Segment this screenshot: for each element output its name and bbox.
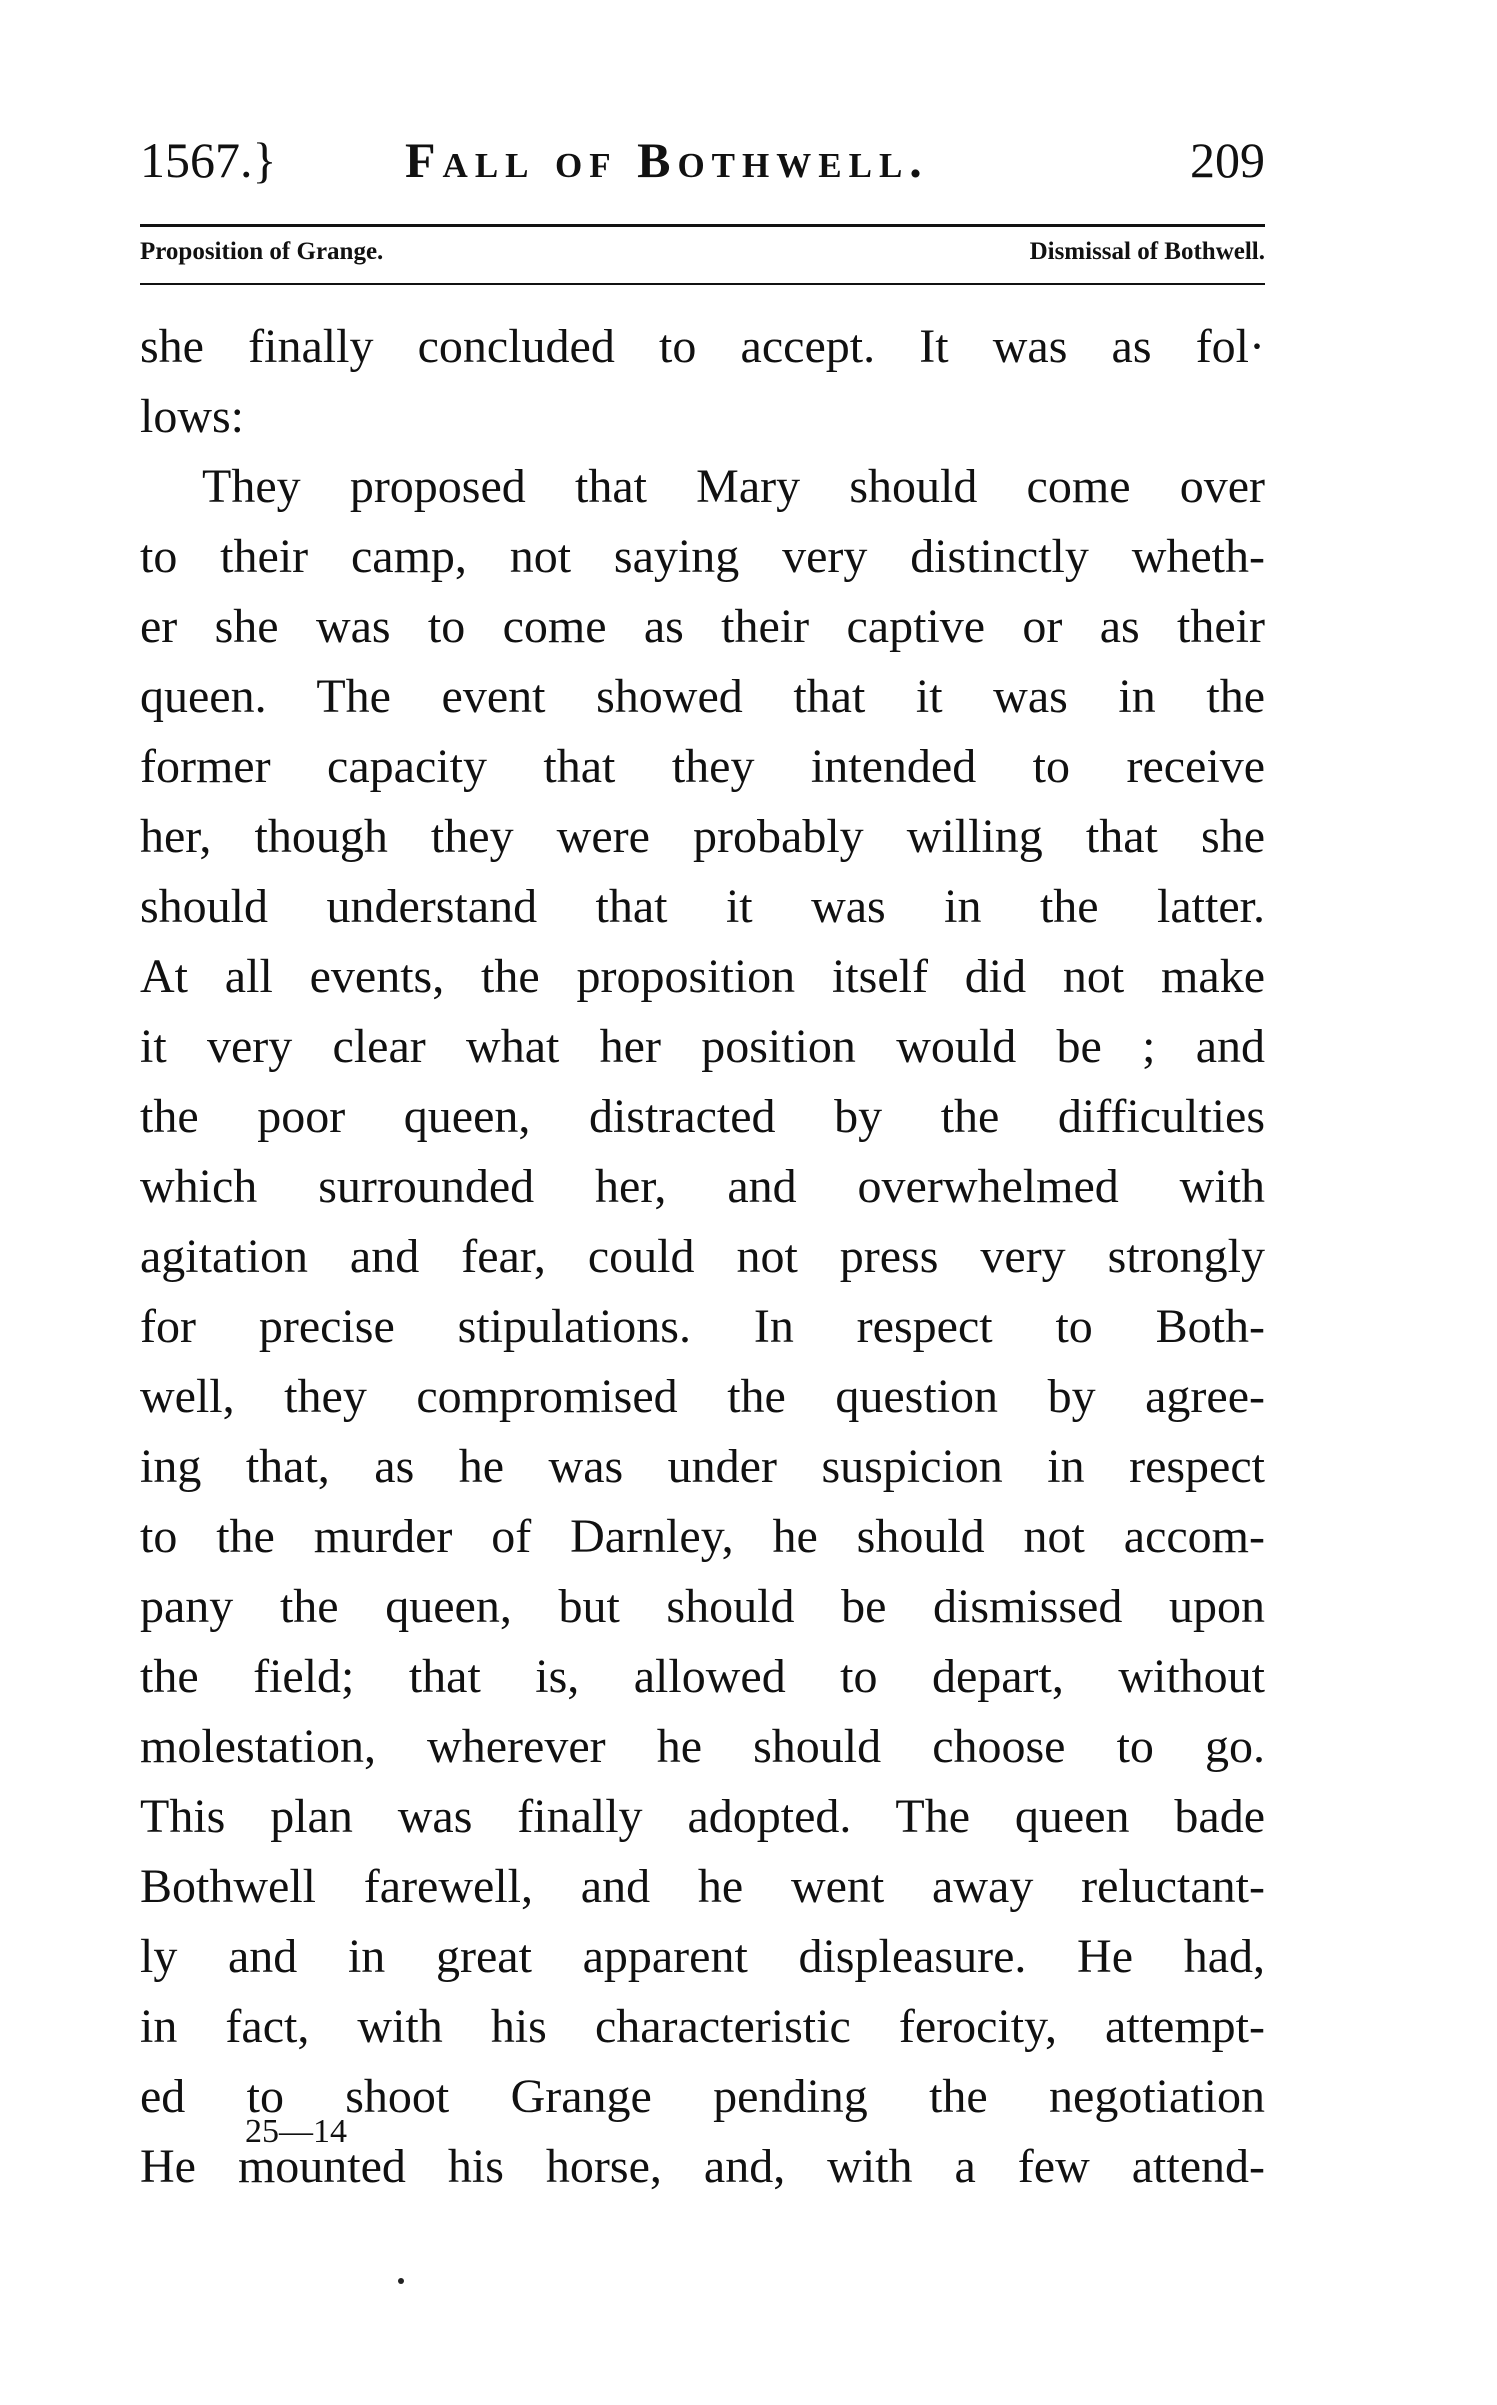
text-line: she finally concluded to accept. It was as fol· <box>140 320 1265 373</box>
text-line: This plan was finally adopted. The queen bade <box>140 1790 1265 1843</box>
sidenote-right: Dismissal of Bothwell. <box>1029 238 1265 265</box>
page-number: 209 <box>1190 132 1265 188</box>
text-line: er she was to come as their captive or as their <box>140 600 1265 653</box>
header-year: 1567.} <box>140 132 277 188</box>
text-line: pany the queen, but should be dismissed upon <box>140 1580 1265 1633</box>
ink-speck <box>398 2278 404 2284</box>
text-line: agitation and fear, could not press very strongly <box>140 1230 1265 1283</box>
text-line: should understand that it was in the latter. <box>140 880 1265 933</box>
header-rule <box>140 224 1265 227</box>
text-line: former capacity that they intended to receive <box>140 740 1265 793</box>
text-line: lows: <box>140 390 245 443</box>
text-line: Bothwell farewell, and he went away reluctant- <box>140 1860 1265 1913</box>
text-line: ly and in great apparent displeasure. He had, <box>140 1930 1265 1983</box>
signature-mark: 25—14 <box>245 2113 347 2150</box>
text-line: for precise stipulations. In respect to Both- <box>140 1300 1265 1353</box>
body-text <box>140 312 1265 2202</box>
sidenote-bar <box>140 232 1265 272</box>
running-head <box>140 130 1265 190</box>
text-line: queen. The event showed that it was in the <box>140 670 1265 723</box>
text-line: the poor queen, distracted by the difficulties <box>140 1090 1265 1143</box>
text-line: to their camp, not saying very distinctly wheth- <box>140 530 1265 583</box>
text-line: in fact, with his characteristic ferocity, attempt- <box>140 2000 1265 2053</box>
text-line: molestation, wherever he should choose to go. <box>140 1720 1265 1773</box>
text-line: to the murder of Darnley, he should not accom- <box>140 1510 1265 1563</box>
text-line: her, though they were probably willing that she <box>140 810 1265 863</box>
text-line: it very clear what her position would be ; and <box>140 1020 1265 1073</box>
text-line: ed to shoot Grange pending the negotiation <box>140 2070 1265 2123</box>
text-line: the field; that is, allowed to depart, without <box>140 1650 1265 1703</box>
text-line: They proposed that Mary should come over <box>202 460 1265 513</box>
header-title: Fall of Bothwell. <box>405 132 929 188</box>
text-line: well, they compromised the question by agree- <box>140 1370 1265 1423</box>
sidenote-left: Proposition of Grange. <box>140 238 384 265</box>
text-line: At all events, the proposition itself did not make <box>140 950 1265 1003</box>
sidenote-rule <box>140 283 1265 285</box>
text-line: He mounted his horse, and, with a few attend- <box>140 2140 1265 2193</box>
text-line: which surrounded her, and overwhelmed with <box>140 1160 1265 1213</box>
text-line: ing that, as he was under suspicion in respect <box>140 1440 1265 1493</box>
